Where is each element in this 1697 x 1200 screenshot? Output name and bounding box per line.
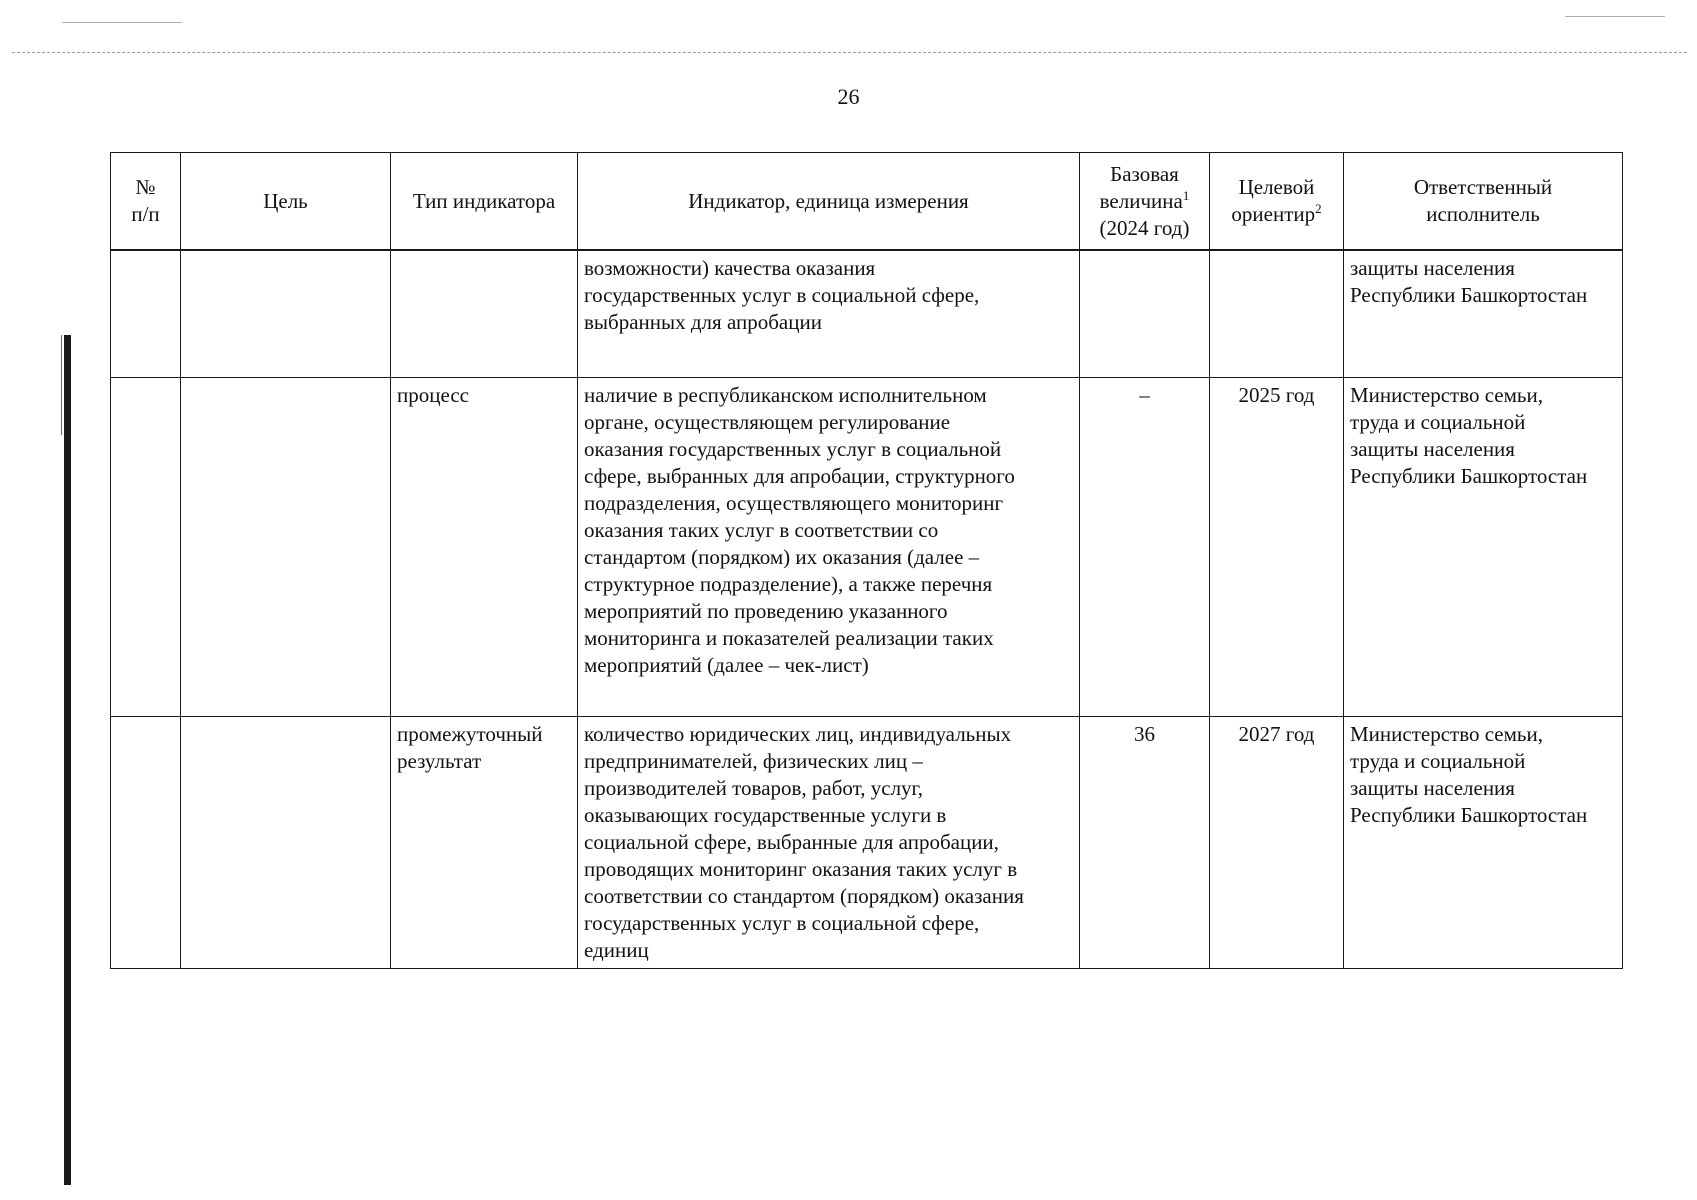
header-num: № п/п	[111, 153, 181, 251]
cell-base-value: 36	[1080, 717, 1210, 969]
cell-base-value	[1080, 250, 1210, 378]
scan-edge-line	[12, 52, 1687, 53]
cell-goal	[181, 717, 391, 969]
cell-indicator: количество юридических лиц, индивидуальных предпринимателей, физических лиц – производителей товаров, работ, услуг, оказывающих государственные услуги в социальной сфере, выбранные для апробации, проводящих мониторинг оказания таких услуг в соответствии со стандартом (порядком) оказания государственных услуг в социальной сфере, единиц	[578, 717, 1080, 969]
header-indicator: Индикатор, единица измерения	[578, 153, 1080, 251]
header-type: Тип индикатора	[391, 153, 578, 251]
header-target-label: Целевой ориентир	[1231, 175, 1316, 226]
table-row	[111, 378, 1623, 717]
scan-binding-shadow	[64, 335, 71, 1185]
cell-num	[111, 717, 181, 969]
cell-responsible: Министерство семьи, труда и социальной защиты населения Республики Башкортостан	[1344, 717, 1623, 969]
cell-target	[1210, 250, 1344, 378]
cell-responsible: Министерство семьи, труда и социальной защиты населения Республики Башкортостан	[1344, 378, 1623, 717]
cell-indicator: наличие в республиканском исполнительном органе, осуществляющем регулирование оказания государственных услуг в социальной сфере, выбранных для апробации, структурного подразделения, осуществляющего мониторинг оказания таких услуг в соответствии со стандартом (порядком) их оказания (далее – структурное подразделение), а также перечня мероприятий по проведению указанного мониторинга и показателей реализации таких мероприятий (далее – чек-лист)	[578, 378, 1080, 717]
indicators-table	[110, 152, 1623, 969]
table-row	[111, 250, 1623, 378]
header-target	[1210, 153, 1344, 251]
cell-type: промежуточный результат	[391, 717, 578, 969]
cell-type: процесс	[391, 378, 578, 717]
header-goal: Цель	[181, 153, 391, 251]
footnote-mark-1: 1	[1182, 187, 1190, 203]
cell-indicator: возможности) качества оказания государственных услуг в социальной сфере, выбранных для апробации	[578, 250, 1080, 378]
cell-num	[111, 378, 181, 717]
cell-num	[111, 250, 181, 378]
scan-edge-mark-right	[1565, 16, 1665, 17]
cell-base-value: –	[1080, 378, 1210, 717]
table-row	[111, 717, 1623, 969]
scan-binding-line	[61, 335, 62, 435]
page-number: 26	[837, 84, 860, 109]
cell-goal	[181, 250, 391, 378]
scan-edge-mark-left	[62, 22, 182, 23]
cell-target: 2025 год	[1210, 378, 1344, 717]
header-base-value	[1080, 153, 1210, 251]
header-base-value-year: (2024 год)	[1099, 215, 1190, 240]
cell-type	[391, 250, 578, 378]
header-responsible: Ответственный исполнитель	[1344, 153, 1623, 251]
footnote-mark-2: 2	[1315, 201, 1322, 216]
table-header-row	[111, 153, 1623, 251]
cell-target: 2027 год	[1210, 717, 1344, 969]
cell-responsible: защиты населения Республики Башкортостан	[1344, 250, 1623, 378]
header-base-value-label: Базовая величина	[1099, 161, 1183, 213]
cell-goal	[181, 378, 391, 717]
